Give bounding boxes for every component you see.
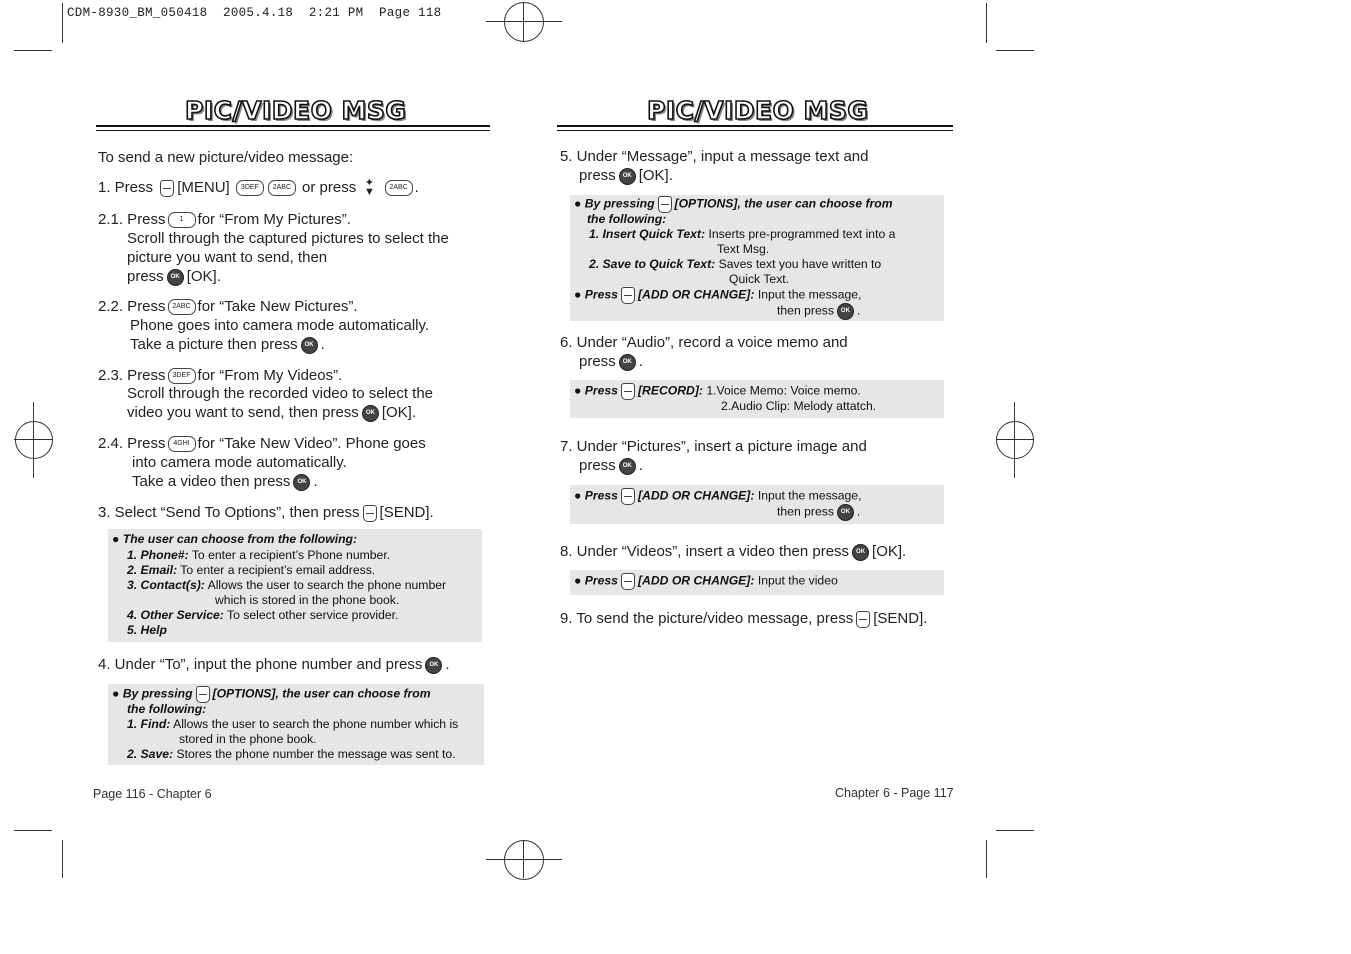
key-2-icon: 2ABC bbox=[168, 299, 196, 315]
intro-text: To send a new picture/video message: bbox=[98, 149, 354, 166]
note-item bbox=[127, 608, 398, 622]
step-8 bbox=[560, 543, 906, 561]
key-2-icon: 2ABC bbox=[268, 180, 296, 196]
step-1 bbox=[98, 179, 419, 197]
step-text: . bbox=[414, 179, 419, 196]
note-heading bbox=[112, 686, 431, 703]
note-heading-text: [OPTIONS], the user can choose from bbox=[212, 686, 431, 701]
crop-mark bbox=[996, 50, 1034, 51]
step-text: [MENU] bbox=[177, 179, 230, 196]
page-title: PIC/VIDEO MSG bbox=[185, 96, 407, 125]
crop-mark bbox=[62, 3, 63, 43]
step-text: . bbox=[638, 457, 643, 474]
right-softkey-icon bbox=[621, 488, 635, 505]
note-item-label: [ADD OR CHANGE]: bbox=[637, 287, 755, 302]
note-item-label: ● Press bbox=[574, 383, 618, 398]
note-item-label: 2. Email: bbox=[127, 563, 178, 577]
note-item-text: Allows the user to search the phone number bbox=[207, 578, 447, 592]
note-item-label: ● Press bbox=[574, 488, 618, 503]
step-text: [OK]. bbox=[381, 404, 416, 421]
ok-key-icon: OK bbox=[619, 168, 636, 185]
title-rule bbox=[96, 125, 490, 127]
note-item-text: Saves text you have written to bbox=[718, 257, 882, 271]
note-item bbox=[574, 573, 838, 590]
nav-key-icon: ✦ ▼ bbox=[363, 177, 375, 199]
note-item bbox=[127, 747, 456, 761]
left-softkey-icon bbox=[856, 611, 870, 628]
registration-mark bbox=[504, 840, 544, 880]
note-item-text: Text Msg. bbox=[717, 242, 770, 256]
step-text: [SEND]. bbox=[873, 610, 928, 627]
note-heading-text: [OPTIONS], the user can choose from bbox=[674, 196, 893, 211]
step-text: . bbox=[313, 473, 318, 490]
note-item-text: To enter a recipient’s Phone number. bbox=[191, 548, 391, 562]
registration-line bbox=[486, 859, 562, 860]
step-text: 2.2. Press bbox=[98, 298, 166, 315]
page-footer: Page 116 - Chapter 6 bbox=[93, 787, 212, 801]
registration-line bbox=[33, 402, 34, 478]
note-item-text: . bbox=[856, 303, 861, 318]
note-heading-text: the following: bbox=[127, 702, 207, 716]
note-item-label: ● Press bbox=[574, 573, 618, 588]
ok-key-icon: OK bbox=[293, 474, 310, 491]
note-item-label: 1. Insert Quick Text: bbox=[589, 227, 706, 241]
note-item-label: [ADD OR CHANGE]: bbox=[637, 573, 755, 588]
note-item bbox=[127, 563, 375, 577]
step-text: 2.1. Press bbox=[98, 211, 166, 228]
right-softkey-icon bbox=[621, 573, 635, 590]
step-2-2 bbox=[98, 298, 358, 315]
crop-mark bbox=[14, 50, 52, 51]
ok-key-icon: OK bbox=[362, 405, 379, 422]
note-item-text: then press bbox=[777, 303, 834, 318]
left-softkey-icon bbox=[658, 196, 672, 213]
step-text: 2.4. Press bbox=[98, 435, 166, 452]
step-line bbox=[579, 353, 643, 371]
page-title: PIC/VIDEO MSG bbox=[647, 96, 869, 125]
note-item-text: which is stored in the phone book. bbox=[215, 593, 400, 607]
ok-key-icon: OK bbox=[619, 458, 636, 475]
note-item-text: Input the message, bbox=[757, 287, 862, 302]
note-item-text: stored in the phone book. bbox=[179, 732, 317, 746]
note-item-label: 1. Phone#: bbox=[127, 548, 189, 562]
note-heading-text: ● By pressing bbox=[112, 686, 193, 701]
key-4-icon: 4GHI bbox=[168, 436, 196, 452]
key-1-icon: 1 bbox=[168, 212, 196, 228]
step-line bbox=[579, 167, 673, 185]
note-item-label: [RECORD]: bbox=[637, 383, 703, 398]
registration-line bbox=[486, 21, 562, 22]
step-text: Phone goes into camera mode automatically. bbox=[130, 317, 430, 334]
step-4 bbox=[98, 656, 450, 674]
step-text: . bbox=[638, 353, 643, 370]
crop-mark bbox=[996, 830, 1034, 831]
step-text: or press bbox=[302, 179, 357, 196]
registration-mark bbox=[996, 421, 1034, 459]
ok-key-icon: OK bbox=[301, 337, 318, 354]
note-item-text: Inserts pre-programmed text into a bbox=[708, 227, 896, 241]
note-heading: ● The user can choose from the following: bbox=[112, 532, 358, 546]
step-text: [SEND]. bbox=[379, 504, 434, 521]
key-2-icon: 2ABC bbox=[385, 180, 413, 196]
step-text: [OK]. bbox=[872, 543, 907, 560]
step-text: press bbox=[579, 353, 616, 370]
ok-key-icon: OK bbox=[425, 657, 442, 674]
page-footer: Chapter 6 - Page 117 bbox=[835, 786, 954, 800]
step-text: video you want to send, then press bbox=[127, 404, 359, 421]
note-item-text: Allows the user to search the phone number which is bbox=[173, 717, 459, 731]
step-line bbox=[127, 404, 416, 422]
crop-mark bbox=[986, 840, 987, 878]
step-line bbox=[130, 336, 325, 354]
step-text: Take a picture then press bbox=[130, 336, 298, 353]
step-text: 4. Under “To”, input the phone number and press bbox=[98, 656, 423, 673]
note-item-text: To select other service provider. bbox=[227, 608, 399, 622]
step-text: 9. To send the picture/video message, press bbox=[560, 610, 854, 627]
note-item bbox=[127, 717, 458, 731]
key-3-icon: 3DEF bbox=[236, 180, 264, 196]
note-item bbox=[777, 303, 860, 320]
step-6: 6. Under “Audio”, record a voice memo and bbox=[560, 334, 848, 351]
registration-line bbox=[996, 439, 1034, 440]
print-slug: CDM-8930_BM_050418 2005.4.18 2:21 PM Page 118 bbox=[67, 6, 442, 20]
step-text: [OK]. bbox=[186, 268, 221, 285]
step-text: Take a video then press bbox=[132, 473, 291, 490]
step-text: picture you want to send, then bbox=[127, 249, 328, 266]
registration-line bbox=[523, 3, 524, 41]
step-text: . bbox=[445, 656, 450, 673]
title-rule-thin bbox=[96, 130, 490, 131]
note-heading-text: the following: bbox=[587, 212, 667, 226]
note-item-text: 1.Voice Memo: Voice memo. bbox=[706, 383, 861, 398]
title-rule-thin bbox=[557, 130, 953, 131]
key-3-icon: 3DEF bbox=[168, 368, 196, 384]
left-softkey-icon bbox=[160, 180, 174, 197]
step-text: 2.3. Press bbox=[98, 367, 166, 384]
note-item-text: 2.Audio Clip: Melody attatch. bbox=[721, 399, 877, 413]
step-9 bbox=[560, 610, 927, 628]
note-item bbox=[127, 578, 446, 592]
step-text: 8. Under “Videos”, insert a video then press bbox=[560, 543, 850, 560]
right-softkey-icon bbox=[363, 505, 377, 522]
note-item-label: 1. Find: bbox=[127, 717, 171, 731]
step-2-3 bbox=[98, 367, 342, 384]
step-5: 5. Under “Message”, input a message text and bbox=[560, 148, 869, 165]
note-item bbox=[589, 257, 881, 271]
registration-mark bbox=[504, 2, 544, 42]
note-heading-text: ● By pressing bbox=[574, 196, 655, 211]
step-text: . bbox=[320, 336, 325, 353]
note-item-label: 5. Help bbox=[127, 623, 167, 637]
right-softkey-icon bbox=[621, 287, 635, 304]
step-line bbox=[127, 268, 221, 286]
note-item-label: 4. Other Service: bbox=[127, 608, 224, 622]
note-item bbox=[574, 488, 861, 505]
registration-mark bbox=[15, 421, 53, 459]
right-softkey-icon bbox=[621, 383, 635, 400]
step-line bbox=[579, 457, 643, 475]
step-text: press bbox=[579, 167, 616, 184]
step-text: Scroll through the captured pictures to select the bbox=[127, 230, 449, 247]
note-item bbox=[574, 287, 861, 304]
nav-glyph: ✦ bbox=[364, 177, 375, 190]
step-line bbox=[132, 473, 318, 491]
note-item bbox=[777, 504, 860, 521]
note-heading bbox=[574, 196, 893, 213]
step-text: 1. Press bbox=[98, 179, 154, 196]
registration-line bbox=[1014, 402, 1015, 478]
note-item-label: 2. Save to Quick Text: bbox=[589, 257, 716, 271]
crop-mark bbox=[14, 830, 52, 831]
ok-key-icon: OK bbox=[837, 303, 854, 320]
step-3 bbox=[98, 504, 434, 522]
note-item-label: [ADD OR CHANGE]: bbox=[637, 488, 755, 503]
note-item bbox=[127, 548, 390, 562]
ok-key-icon: OK bbox=[167, 269, 184, 286]
note-item-label: ● Press bbox=[574, 287, 618, 302]
step-2-4 bbox=[98, 435, 426, 452]
ok-key-icon: OK bbox=[619, 354, 636, 371]
note-item bbox=[589, 227, 895, 241]
step-text: [OK]. bbox=[638, 167, 673, 184]
step-text: Scroll through the recorded video to select the bbox=[127, 385, 434, 402]
note-item-text: To enter a recipient’s email address. bbox=[180, 563, 376, 577]
step-text: for “From My Pictures”. bbox=[197, 211, 351, 228]
crop-mark bbox=[986, 3, 987, 43]
note-item-text: Quick Text. bbox=[729, 272, 790, 286]
note-item-text: then press bbox=[777, 504, 834, 519]
step-text: for “From My Videos”. bbox=[197, 367, 343, 384]
title-rule bbox=[557, 125, 953, 127]
ok-key-icon: OK bbox=[852, 544, 869, 561]
step-text: press bbox=[579, 457, 616, 474]
ok-key-icon: OK bbox=[837, 504, 854, 521]
crop-mark bbox=[62, 840, 63, 878]
step-2-1 bbox=[98, 211, 351, 228]
note-item-text: Input the message, bbox=[757, 488, 862, 503]
step-text: into camera mode automatically. bbox=[132, 454, 347, 471]
step-7: 7. Under “Pictures”, insert a picture image and bbox=[560, 438, 867, 455]
step-text: press bbox=[127, 268, 164, 285]
note-item-text: Stores the phone number the message was sent to. bbox=[176, 747, 456, 761]
note-item-label: 3. Contact(s): bbox=[127, 578, 205, 592]
step-text: 3. Select “Send To Options”, then press bbox=[98, 504, 360, 521]
step-text: for “Take New Video”. Phone goes bbox=[197, 435, 426, 452]
note-item-label: 2. Save: bbox=[127, 747, 174, 761]
step-text: for “Take New Pictures”. bbox=[197, 298, 358, 315]
note-item-text: Input the video bbox=[757, 573, 838, 588]
registration-line bbox=[523, 840, 524, 878]
note-item bbox=[574, 383, 861, 400]
note-item-text: . bbox=[856, 504, 861, 519]
left-softkey-icon bbox=[196, 686, 210, 703]
